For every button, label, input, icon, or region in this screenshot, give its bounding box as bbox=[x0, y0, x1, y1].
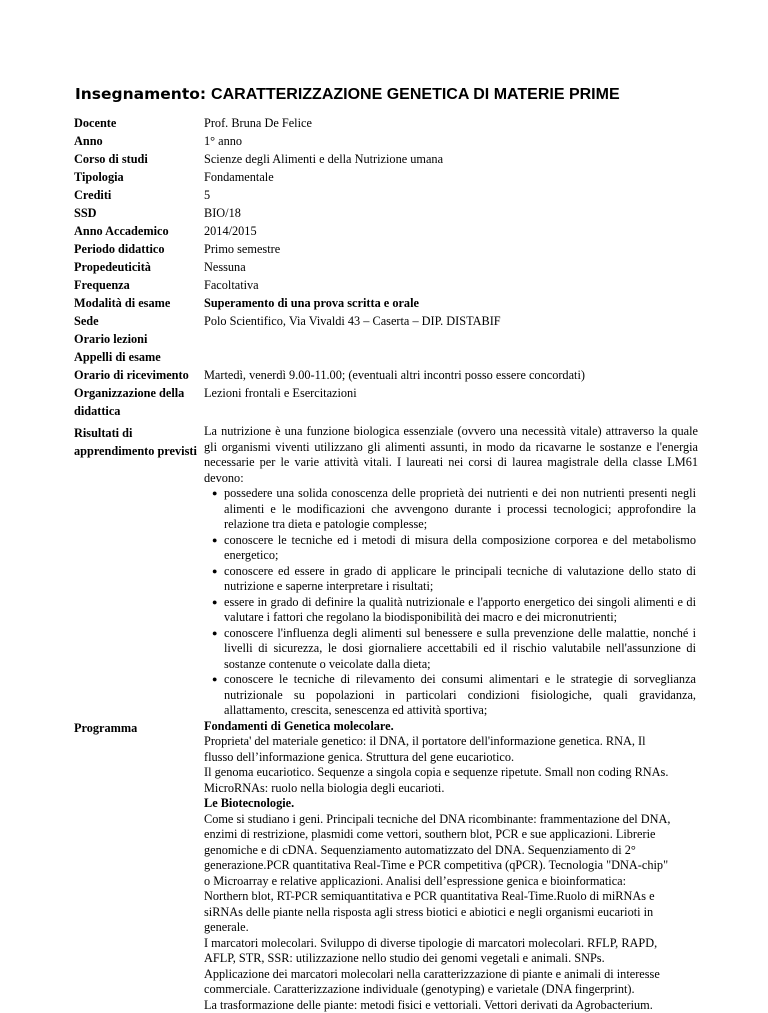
programma-line: La trasformazione delle piante: metodi fisici e vettoriali. Vettori derivati da Agrobacterium. bbox=[204, 998, 698, 1013]
field-label: Frequenza bbox=[74, 276, 204, 294]
field-label: Appelli di esame bbox=[74, 348, 204, 366]
learning-goal-item bbox=[204, 486, 698, 533]
programma-content bbox=[204, 719, 698, 1013]
info-row bbox=[74, 150, 698, 168]
learning-goal-item bbox=[204, 533, 698, 564]
programma-line: enzimi di restrizione, plasmidi come vettori, southern blot, PCR e sue applicazioni. Librerie bbox=[204, 827, 698, 843]
field-label: Propedeuticità bbox=[74, 258, 204, 276]
learning-goals-list bbox=[204, 486, 698, 719]
field-label: Orario lezioni bbox=[74, 330, 204, 348]
field-value: 1° anno bbox=[204, 132, 698, 150]
info-row bbox=[74, 186, 698, 204]
course-info-table bbox=[74, 114, 698, 1013]
field-value: Scienze degli Alimenti e della Nutrizione umana bbox=[204, 150, 698, 168]
field-label: Tipologia bbox=[74, 168, 204, 186]
bullet-icon: ● bbox=[212, 626, 217, 642]
field-value: Prof. Bruna De Felice bbox=[204, 114, 698, 132]
programma-line: Come si studiano i geni. Principali tecniche del DNA ricombinante: frammentazione del DNA, bbox=[204, 812, 698, 828]
programma-heading: Fondamenti di Genetica molecolare. bbox=[204, 719, 698, 735]
field-value: Primo semestre bbox=[204, 240, 698, 258]
programma-line: commerciale. Caratterizzazione individuale (genotyping) e varietale (DNA fingerprint). bbox=[204, 982, 698, 998]
info-row bbox=[74, 276, 698, 294]
field-value bbox=[204, 348, 698, 366]
learning-goal-item bbox=[204, 626, 698, 673]
field-label: Risultati di apprendimento previsti bbox=[74, 420, 204, 719]
field-value: Nessuna bbox=[204, 258, 698, 276]
field-label: Crediti bbox=[74, 186, 204, 204]
heading-label: Insegnamento: bbox=[75, 85, 206, 103]
programma-line: Northern blot, RT-PCR semiquantitativa e PCR quantitativa Real-Time.Ruolo di miRNAs e bbox=[204, 889, 698, 905]
info-row bbox=[74, 330, 698, 348]
programma-line: Applicazione dei marcatori molecolari nella caratterizzazione di piante e animali di interesse bbox=[204, 967, 698, 983]
bullet-icon: ● bbox=[212, 595, 217, 611]
learning-goal-text: conoscere le tecniche di rilevamento dei consumi alimentari e le strategie di sorveglianza nutrizionale su popolazioni in particolari condizioni fisiologiche, quali gravidanza, allattamento, crescita, senescenza ed attività sportiva; bbox=[224, 672, 696, 717]
field-value: Lezioni frontali e Esercitazioni bbox=[204, 384, 698, 420]
programma-line: siRNAs delle piante nella risposta agli stress biotici e abiotici e negli organismi eucarioti in bbox=[204, 905, 698, 921]
field-label: Docente bbox=[74, 114, 204, 132]
field-label: SSD bbox=[74, 204, 204, 222]
info-row bbox=[74, 222, 698, 240]
info-row bbox=[74, 348, 698, 366]
field-label: Orario di ricevimento bbox=[74, 366, 204, 384]
programma-line: MicroRNAs: ruolo nella biologia degli eucarioti. bbox=[204, 781, 698, 797]
field-label: Periodo didattico bbox=[74, 240, 204, 258]
learning-goal-item bbox=[204, 564, 698, 595]
course-heading bbox=[75, 84, 735, 105]
programma-line: generale. bbox=[204, 920, 698, 936]
info-row bbox=[74, 294, 698, 312]
programma-heading: Le Biotecnologie. bbox=[204, 796, 698, 812]
field-label: Sede bbox=[74, 312, 204, 330]
programma-row bbox=[74, 719, 698, 1013]
info-row bbox=[74, 312, 698, 330]
info-row bbox=[74, 258, 698, 276]
field-value: 2014/2015 bbox=[204, 222, 698, 240]
programma-line: generazione.PCR quantitativa Real-Time e PCR competitiva (qPCR). Tecnologia "DNA-chip" bbox=[204, 858, 698, 874]
learning-goal-text: possedere una solida conoscenza delle proprietà dei nutrienti e dei non nutrienti presenti negli alimenti e le modificazioni che avvengono durante i processi tecnologici; approfondire la relazione tra dieta e patologie complesse; bbox=[224, 486, 696, 531]
learning-goal-text: conoscere ed essere in grado di applicare le principali tecniche di valutazione dello stato di nutrizione e saperne interpretare i risultati; bbox=[224, 564, 696, 594]
learning-goal-item bbox=[204, 672, 698, 719]
risultati-row bbox=[74, 420, 698, 719]
field-value: Facoltativa bbox=[204, 276, 698, 294]
learning-goal-text: conoscere l'influenza degli alimenti sul benessere e sulla prevenzione delle malattie, nonché i livelli di sicurezza, le dosi giornaliere accettabili ed il rischio valutabile nell'assunzione di sostanze contenute o veicolate dalla dieta; bbox=[224, 626, 696, 671]
learning-goal-item bbox=[204, 595, 698, 626]
programma-line: AFLP, STR, SSR: utilizzazione nello studio dei genomi vegetali e animali. SNPs. bbox=[204, 951, 698, 967]
bullet-icon: ● bbox=[212, 486, 217, 502]
field-value bbox=[204, 330, 698, 348]
programma-line: Il genoma eucariotico. Sequenze a singola copia e sequenze ripetute. Small non coding RNAs. bbox=[204, 765, 698, 781]
course-info-body bbox=[74, 114, 698, 1013]
programma-line: flusso dell’informazione genica. Struttura del gene eucariotico. bbox=[204, 750, 698, 766]
risultati-intro: La nutrizione è una funzione biologica essenziale (ovvero una necessità vitale) attraverso la quale gli organismi viventi utilizzano gli alimenti assunti, in modo da ricavarne le sostanze e l'energia necessarie per le varie attività vitali. I laureati nei corsi di laurea magistrale della classe LM61 devono: bbox=[204, 424, 698, 486]
field-label: Anno bbox=[74, 132, 204, 150]
risultati-content bbox=[204, 420, 698, 719]
field-label: Modalità di esame bbox=[74, 294, 204, 312]
programma-line: genomiche e di cDNA. Sequenziamento automatizzato del DNA. Sequenziamento di 2° bbox=[204, 843, 698, 859]
field-value: Polo Scientifico, Via Vivaldi 43 – Caserta – DIP. DISTABIF bbox=[204, 312, 698, 330]
info-row bbox=[74, 168, 698, 186]
field-value: Martedì, venerdì 9.00-11.00; (eventuali altri incontri posso essere concordati) bbox=[204, 366, 698, 384]
info-row bbox=[74, 384, 698, 420]
programma-line: Proprieta' del materiale genetico: il DNA, il portatore dell'informazione genetica. RNA, Il bbox=[204, 734, 698, 750]
course-title: CARATTERIZZAZIONE GENETICA DI MATERIE PRIME bbox=[211, 86, 620, 103]
field-label: Programma bbox=[74, 719, 204, 1013]
field-label: Organizzazione della didattica bbox=[74, 384, 204, 420]
info-row bbox=[74, 366, 698, 384]
info-row bbox=[74, 114, 698, 132]
learning-goal-text: essere in grado di definire la qualità nutrizionale e l'apporto energetico dei singoli alimenti e di valutare i fattori che regolano la biodisponibilità dei macro e dei micronutrienti; bbox=[224, 595, 696, 625]
programma-line: o Microarray e relative applicazioni. Analisi dell’espressione genica e bioinformatica: bbox=[204, 874, 698, 890]
bullet-icon: ● bbox=[212, 564, 217, 580]
bullet-icon: ● bbox=[212, 672, 217, 688]
field-value: Fondamentale bbox=[204, 168, 698, 186]
field-value: BIO/18 bbox=[204, 204, 698, 222]
bullet-icon: ● bbox=[212, 533, 217, 549]
field-label: Corso di studi bbox=[74, 150, 204, 168]
learning-goal-text: conoscere le tecniche ed i metodi di misura della composizione corporea e del metabolismo energetico; bbox=[224, 533, 696, 563]
info-row bbox=[74, 240, 698, 258]
field-value: Superamento di una prova scritta e orale bbox=[204, 294, 698, 312]
info-row bbox=[74, 132, 698, 150]
field-value: 5 bbox=[204, 186, 698, 204]
field-label: Anno Accademico bbox=[74, 222, 204, 240]
programma-line: I marcatori molecolari. Sviluppo di diverse tipologie di marcatori molecolari. RFLP, RAPD, bbox=[204, 936, 698, 952]
info-row bbox=[74, 204, 698, 222]
